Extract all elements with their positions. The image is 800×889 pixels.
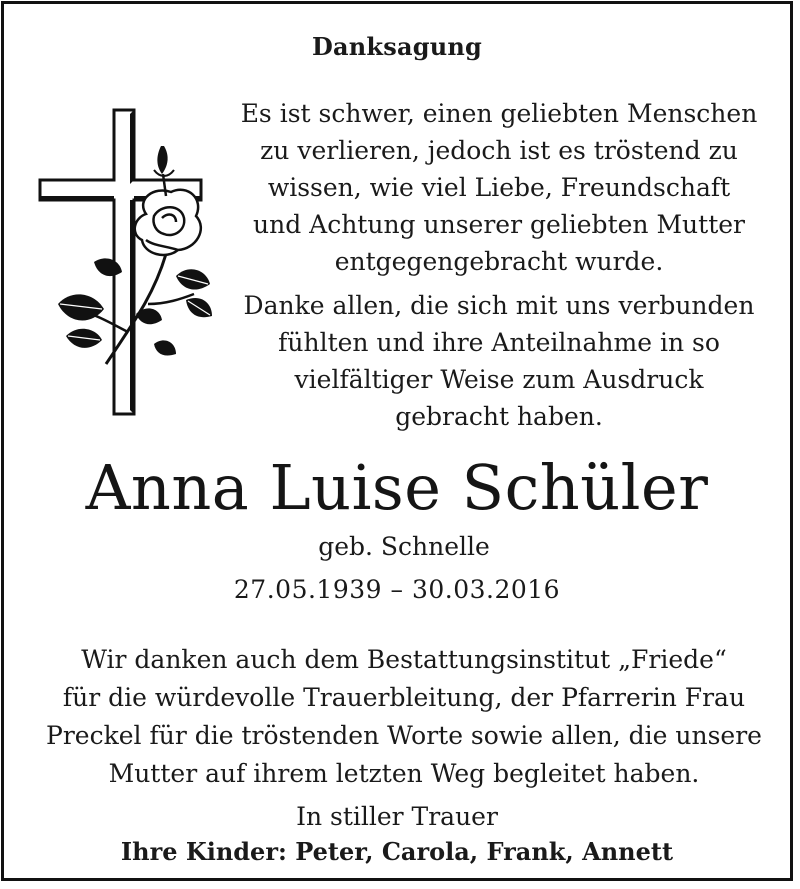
text-line: für die würdevolle Trauerbleitung, der Pfarrerin Frau [62, 683, 746, 712]
maiden-name: geb. Schnelle [318, 532, 490, 561]
text-line: wissen, wie viel Liebe, Freundschaft [267, 173, 731, 202]
deceased-name: Anna Luise Schüler [85, 451, 709, 524]
text-line: gebracht haben. [395, 402, 603, 431]
paragraph-acknowledgement [44, 641, 764, 793]
text-line: fühlten und ihre Anteilnahme in so [278, 328, 720, 357]
cross-with-rose-icon [36, 104, 216, 424]
text-line: und Achtung unserer geliebten Mutter [253, 210, 745, 239]
paragraph-comfort [224, 95, 774, 280]
paragraph-thanks [224, 287, 774, 435]
text-line: zu verlieren, jedoch ist es tröstend zu [260, 136, 738, 165]
text-line: Es ist schwer, einen geliebten Menschen [240, 99, 758, 128]
text-line: entgegengebracht wurde. [334, 247, 664, 276]
life-dates: 27.05.1939 – 30.03.2016 [233, 575, 561, 604]
text-line: Wir danken auch dem Bestattungsinstitut „Friede“ [81, 645, 727, 674]
text-line: vielfältiger Weise zum Ausdruck [294, 365, 704, 394]
notice-title: Danksagung [312, 32, 482, 61]
signatories: Ihre Kinder: Peter, Carola, Frank, Annett [120, 837, 674, 866]
closing-phrase: In stiller Trauer [296, 802, 498, 831]
text-line: Preckel für die tröstenden Worte sowie allen, die unsere [46, 721, 762, 750]
obituary-card [1, 1, 793, 881]
text-line: Danke allen, die sich mit uns verbunden [243, 291, 755, 320]
text-line: Mutter auf ihrem letzten Weg begleitet haben. [108, 759, 700, 788]
